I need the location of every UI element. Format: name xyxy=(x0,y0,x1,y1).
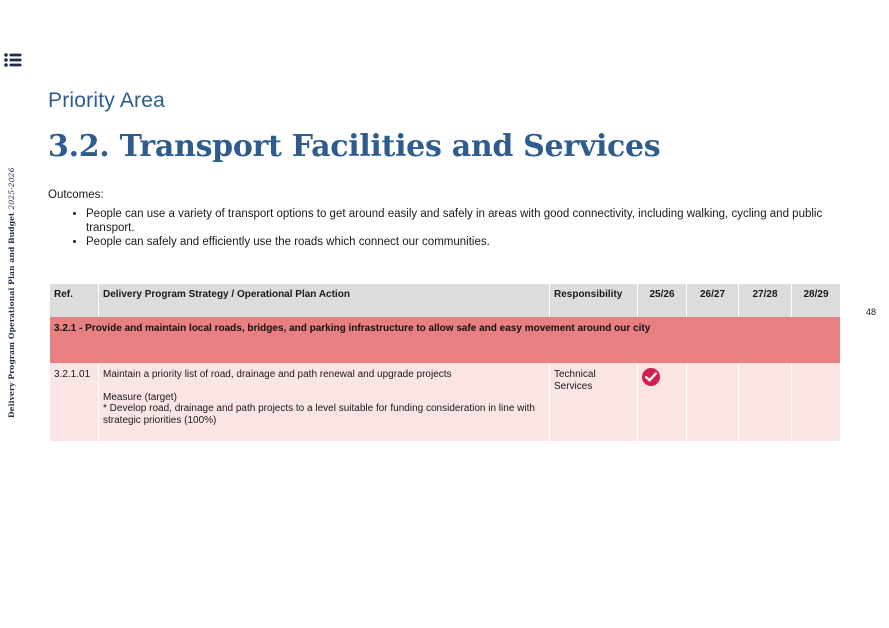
header-ref: Ref. xyxy=(50,284,99,317)
section-eyebrow: Priority Area xyxy=(48,89,165,112)
row-ref: 3.2.1.01 xyxy=(50,363,99,441)
table-of-contents-icon[interactable] xyxy=(4,53,22,67)
check-circle-icon xyxy=(642,368,660,386)
row-year-25-26 xyxy=(638,363,687,441)
header-year-28-29: 28/29 xyxy=(792,284,841,317)
row-year-26-27 xyxy=(687,363,739,441)
header-year-27-28: 27/28 xyxy=(739,284,792,317)
side-label-year: 2025-2026 xyxy=(7,167,16,210)
header-year-26-27: 26/27 xyxy=(687,284,739,317)
outcomes-label: Outcomes: xyxy=(48,189,104,201)
header-action: Delivery Program Strategy / Operational Plan Action xyxy=(99,284,550,317)
outcome-item: • People can use a variety of transport options to get around easily and safely in areas with good connectivity, including walking, cycling and public transport. xyxy=(86,208,828,235)
row-action xyxy=(99,363,550,441)
side-label-text: Delivery Program Operational Plan and Budget xyxy=(7,212,16,418)
strategy-text: 3.2.1 - Provide and maintain local roads, bridges, and parking infrastructure to allow safe and easy movement around our city xyxy=(50,317,841,363)
table-row xyxy=(50,363,841,441)
row-year-27-28 xyxy=(739,363,792,441)
row-year-28-29 xyxy=(792,363,841,441)
page-number: 48 xyxy=(866,307,877,317)
document-side-label xyxy=(4,167,20,418)
operational-plan-table xyxy=(49,284,841,441)
measure-label: Measure (target) xyxy=(103,391,177,403)
outcomes-list xyxy=(48,208,828,251)
header-responsibility: Responsibility xyxy=(550,284,638,317)
outcome-item: • People can safely and efficiently use the roads which connect our communities. xyxy=(86,236,828,250)
measure-target: * Develop road, drainage and path projects to a level suitable for funding consideration in line with strategic priorities (100%) xyxy=(103,403,535,426)
header-year-25-26: 25/26 xyxy=(638,284,687,317)
action-description: Maintain a priority list of road, drainage and path renewal and upgrade projects xyxy=(103,369,452,380)
page-title: 3.2. Transport Facilities and Services xyxy=(48,129,661,164)
row-responsibility: Technical Services xyxy=(550,363,638,441)
strategy-row xyxy=(50,317,841,363)
table-header-row xyxy=(50,284,841,317)
